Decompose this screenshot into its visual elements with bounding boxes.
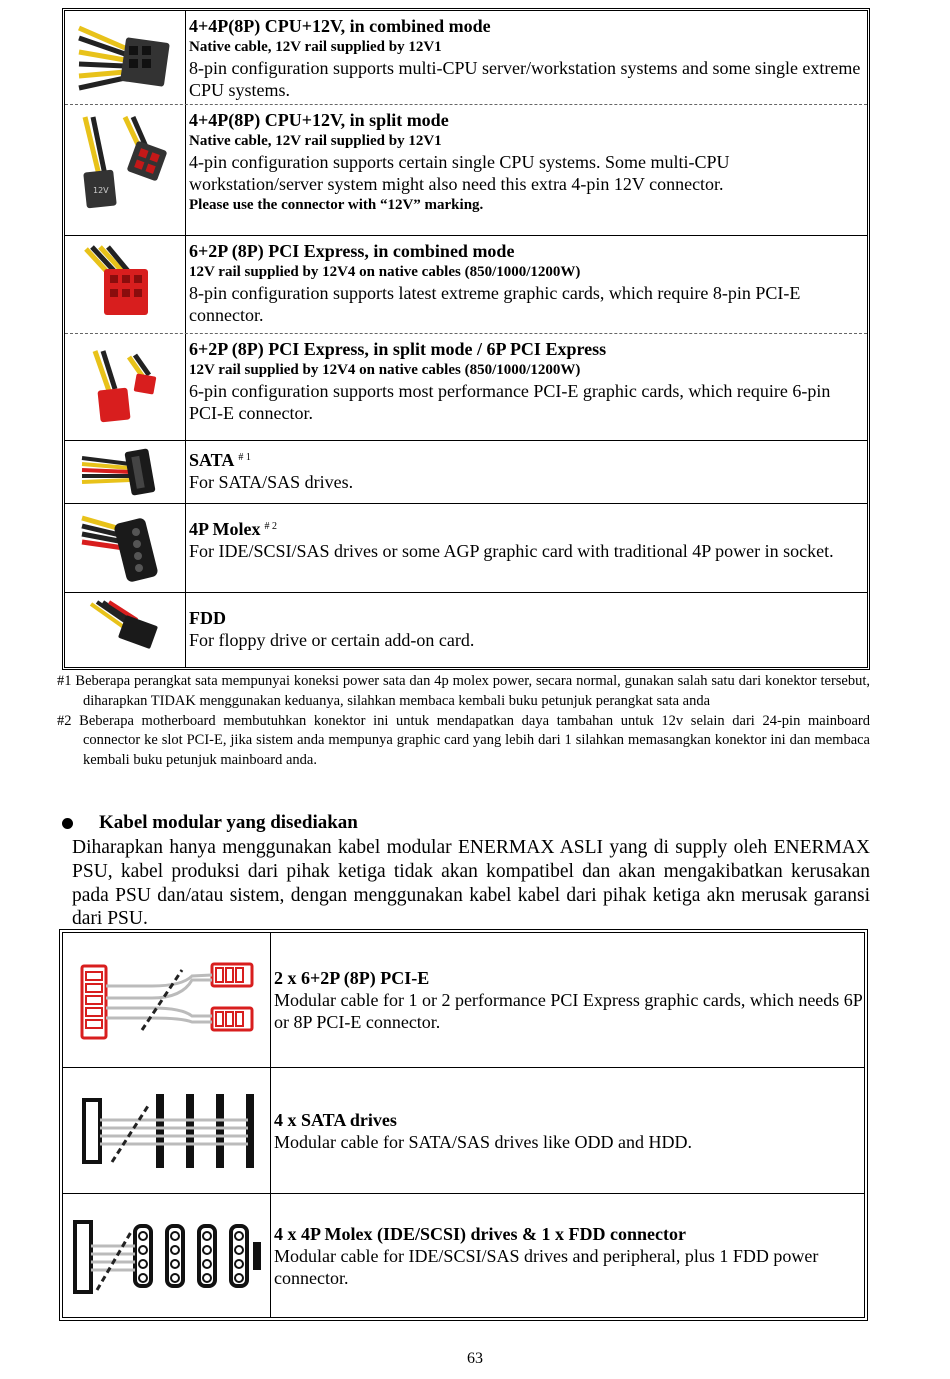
connector-row [65,334,867,441]
connector-title: 4+4P(8P) CPU+12V, in combined mode [189,16,491,36]
connector-title: SATA $^{\# 1}$ [189,450,251,470]
modular-title: 4 x 4P Molex (IDE/SCSI) drives & 1 x FDD connector [274,1223,686,1244]
connector-description [185,504,867,592]
modular-body: Modular cable for IDE/SCSI/SAS drives and peripheral, plus 1 FDD power connector. [274,1245,819,1288]
connector-title: 4P Molex $^{\# 2}$ [189,519,277,539]
connector-title: 4+4P(8P) CPU+12V, in split mode [189,110,449,130]
cpu-8pin-connector-icon [65,11,185,104]
modular-body: Modular cable for 1 or 2 performance PCI Express graphic cards, which needs 6P or 8P PCI-E connector. [274,990,863,1032]
footnote: #2 Beberapa motherboard membutuhkan konektor ini untuk mendapatkan daya tambahan untuk 12v selain dari 24-pin mainboard connector ke slot PCI-E, jika sistem anda mempunya graphic card yang lebih dari 1 silahkan memasangkan konektor ini dan membaca kembali buku petunjuk mainboard anda. [57,712,870,769]
modular-row [63,1068,864,1194]
molex-connector-icon [65,504,185,592]
connector-body: 8-pin configuration supports multi-CPU server/workstation systems and some single extreme CPU systems. [189,58,861,100]
connector-subtitle: 12V rail supplied by 12V4 on native cables (850/1000/1200W) [189,362,581,378]
connector-row [65,105,867,236]
connector-row [65,236,867,334]
footnote: #1 Beberapa perangkat sata mempunyai koneksi power sata dan 4p molex power, secara normal, gunakan salah satu dari konektor tersebut, diharapkan TIDAK menggunakan keduanya, silahkan membaca kembali buku petunjuk perangkat sata anda [57,673,870,709]
connector-body: 8-pin configuration supports latest extreme graphic cards, which require 8-pin PCI-E connector. [189,283,801,325]
modular-title: 4 x SATA drives [274,1109,397,1130]
pcie-8pin-connector-icon [65,236,185,333]
modular-row [63,933,864,1068]
connector-body: For SATA/SAS drives. [189,472,354,492]
connector-subtitle: Native cable, 12V rail supplied by 12V1 [189,133,442,149]
connector-row [65,593,867,667]
sata-connector-icon [65,441,185,503]
connector-body: 6-pin configuration supports most performance PCI-E graphic cards, which require 6-pin PCI-E connector. [189,381,831,423]
sata-modular-cable-icon [63,1068,270,1193]
connector-body: 4-pin configuration supports certain single CPU systems. Some multi-CPU workstation/server system might also need this extra 4-pin 12V connector. [189,152,730,194]
modular-body: Modular cable for SATA/SAS drives like ODD and HDD. [274,1131,692,1152]
connector-description [185,334,867,440]
page-number: 63 [467,1350,483,1367]
section-heading [62,812,358,834]
molex-modular-cable-icon [63,1194,270,1317]
footnotes [57,672,870,771]
pcie-6pin-connector-icon [65,334,185,440]
connector-description [185,11,867,104]
bullet-icon [62,818,73,829]
connector-description [185,236,867,333]
modular-row [63,1194,864,1317]
connector-subtitle: Native cable, 12V rail supplied by 12V1 [189,39,442,55]
connector-title: 6+2P (8P) PCI Express, in combined mode [189,241,515,261]
cpu-4pin-split-connector-icon [65,105,185,235]
connector-note: Please use the connector with “12V” marking. [189,197,484,213]
section-paragraph: Diharapkan hanya menggunakan kabel modular ENERMAX ASLI yang di supply oleh ENERMAX PSU, kabel produksi dari pihak ketiga tidak akan kompatibel dan akan mengakibatkan kerusakan pada PSU dan/atau sistem, dengan menggunakan kabel kabel dari pihak ketiga akn merusak garansi dari PSU. [72,837,870,930]
modular-description [270,1194,864,1317]
connector-body: For floppy drive or certain add-on card. [189,630,475,650]
connector-row [65,441,867,504]
connector-description [185,441,867,503]
section-heading-text: Kabel modular yang disediakan [99,812,358,833]
connector-description [185,593,867,667]
modular-cable-table [59,929,868,1321]
connector-table [62,8,870,670]
modular-title: 2 x 6+2P (8P) PCI-E [274,968,430,988]
modular-description [270,1068,864,1193]
modular-description [270,933,864,1067]
connector-body: For IDE/SCSI/SAS drives or some AGP graphic card with traditional 4P power in socket. [189,541,834,561]
connector-row [65,11,867,105]
pcie-modular-cable-icon [63,933,270,1067]
svg-text:12V: 12V [93,186,109,195]
fdd-connector-icon [65,593,185,667]
connector-title: 6+2P (8P) PCI Express, in split mode / 6P PCI Express [189,339,607,359]
connector-subtitle: 12V rail supplied by 12V4 on native cables (850/1000/1200W) [189,264,581,280]
connector-row [65,504,867,593]
connector-title: FDD [189,608,226,628]
connector-description [185,105,867,235]
